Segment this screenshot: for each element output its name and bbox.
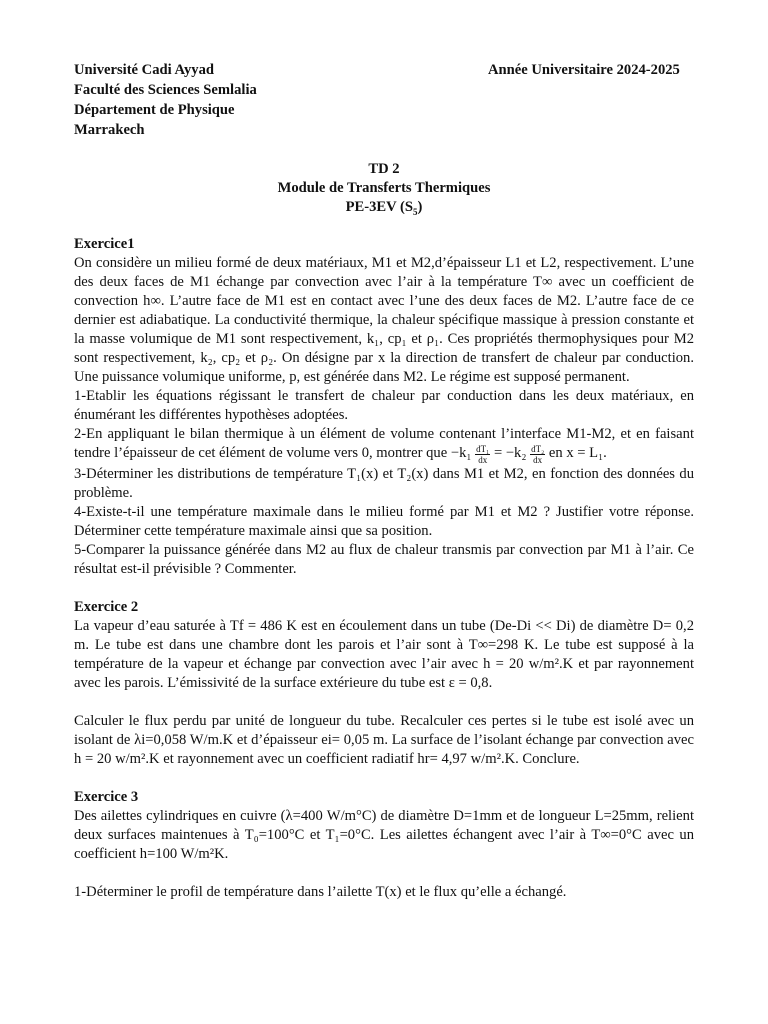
academic-year: Année Universitaire 2024-2025 bbox=[488, 62, 680, 78]
faculty-name: Faculté des Sciences Semlalia bbox=[74, 82, 257, 98]
exercise-1-question-1: 1-Etablir les équations régissant le transfert de chaleur par conduction dans les deux matériaux, en énumérant les différentes hypothèses adoptées. bbox=[74, 388, 694, 423]
exercise-1-question-3: 3-Déterminer les distributions de température T₁(x) et T₂(x) dans M1 et M2, en fonction des données du problème. bbox=[74, 466, 694, 501]
city-name: Marrakech bbox=[74, 122, 145, 138]
interface-equation: −k₁ $\frac{\text{dT₁}}{dx}$ = −k₂ $\frac{\text{dT₂}}{dx}$ bbox=[450, 444, 545, 465]
exercise-3-title: Exercice 3 bbox=[74, 789, 139, 805]
exercise-3-question-1: 1-Déterminer le profil de température dans l’ailette T(x) et le flux qu’elle a échangé. bbox=[74, 884, 567, 900]
td-number: TD 2 bbox=[368, 161, 400, 177]
exercise-3-statement: Des ailettes cylindriques en cuivre (λ=400 W/m°C) de diamètre D=1mm et de longueur L=25mm, relient deux surfaces maintenues à T₀=100°C et T₁=0°C. Les ailettes échangent avec l’air à T∞=0°C avec un coefficient h=100 W/m²K. bbox=[74, 808, 694, 862]
exercise-1-question-5: 5-Comparer la puissance générée dans M2 au flux de chaleur transmis par convection par M1 à l’air. Ce résultat est-il prévisible ? Commenter. bbox=[74, 542, 694, 577]
department-name: Département de Physique bbox=[74, 102, 235, 118]
document-title bbox=[0, 160, 768, 217]
exercise-1-title: Exercice1 bbox=[74, 236, 135, 252]
exercise-2-question: Calculer le flux perdu par unité de longueur du tube. Recalculer ces pertes si le tube est isolé avec un isolant de λi=0,058 W/m.K et d’épaisseur ei= 0,05 m. La surface de l’isolant échange par convection avec h = 20 w/m².K et rayonnement avec un coefficient radiatif hr= 4,97 w/m².K. Conclure. bbox=[74, 713, 694, 767]
exercise-2-statement: La vapeur d’eau saturée à Tf = 486 K est en écoulement dans un tube (De-Di << Di) de diamètre D= 0,2 m. Le tube est dans une chambre dont les parois et l’air sont à T∞=298 K. Le tube est supposé à la température de la vapeur et échange par convection avec l’air avec h = 20 w/m².K et par rayonnement avec les parois. L’émissivité de la surface extérieure du tube est ε = 0,8. bbox=[74, 618, 694, 691]
exercise-1-statement: On considère un milieu formé de deux matériaux, M1 et M2,d’épaisseur L1 et L2, respectivement. L’une des deux faces de M1 échange par convection avec l’air à la température T∞ avec un coefficient de convection h∞. L’autre face de M1 est en contact avec l’une des deux faces de M2. L’autre face de ce dernier est adiabatique. La conductivité thermique, la chaleur spécifique massique à pression constante et la masse volumique de M1 sont respectivement, k₁, cp₁ et ρ₁. Ces propriétés thermophysiques pour M2 sont respectivement, k₂, cp₂ et ρ₂. On désigne par x la direction de transfert de chaleur par conduction. Une puissance volumique uniforme, p, est générée dans M2. Le régime est supposé permanent. bbox=[74, 255, 694, 385]
institution-header bbox=[74, 61, 257, 141]
exercise-1-question-2: 2-En appliquant le bilan thermique à un élément de volume contenant l’interface M1-M2, et en faisant tendre l’épaisseur de cet élément de volume vers 0, montrer que −k₁ $\frac{\text{dT₁}}{dx}$ = −k₂ $\frac{\text{dT₂}}{dx}$ en x = L₁. bbox=[74, 426, 694, 465]
exercises-body bbox=[74, 235, 694, 902]
module-name: Module de Transferts Thermiques bbox=[277, 180, 491, 196]
exercise-1-question-4: 4-Existe-t-il une température maximale dans le milieu formé par M1 et M2 ? Justifier votre réponse. Déterminer cette température maximale ainsi que sa position. bbox=[74, 504, 694, 539]
exercise-2-title: Exercice 2 bbox=[74, 599, 139, 615]
program-code: PE-3EV $(S_5)$ bbox=[345, 199, 423, 217]
university-name: Université Cadi Ayyad bbox=[74, 62, 214, 78]
